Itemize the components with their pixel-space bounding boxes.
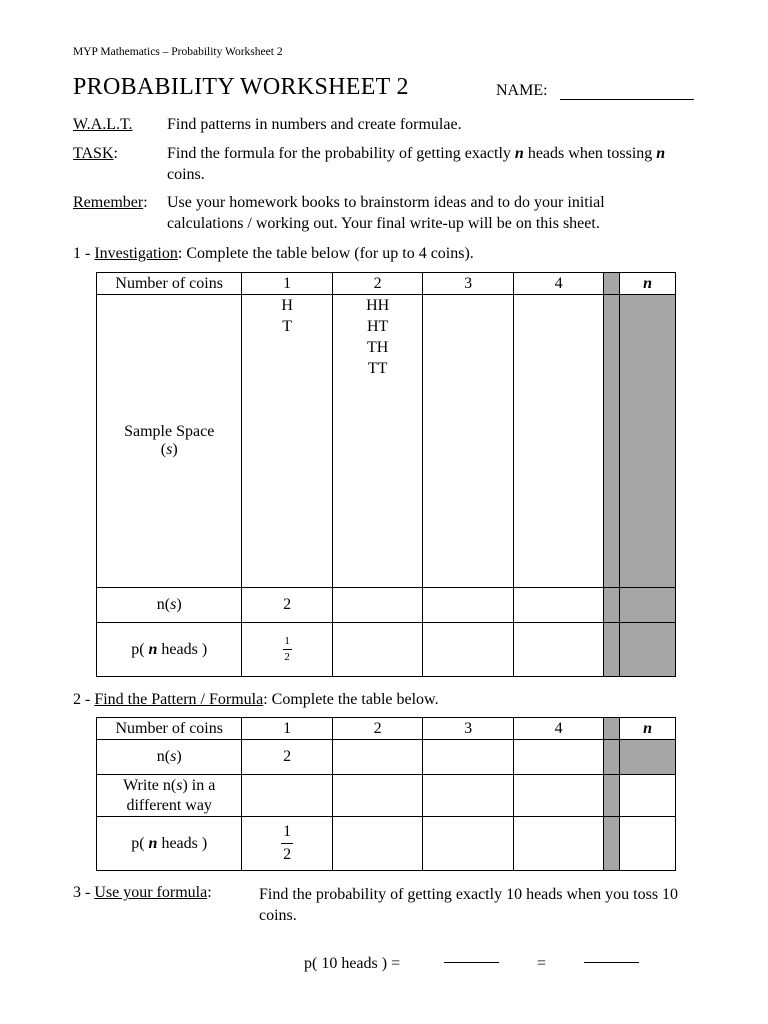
remember-text: Use your homework books to brainstorm ideas and to do your initial calculations / working out. Your final write-up will be on this sheet.	[167, 194, 605, 232]
sample-col4[interactable]	[513, 295, 603, 588]
task-label: TASK	[73, 145, 114, 162]
walt-text: Find patterns in numbers and create formulae.	[167, 116, 462, 133]
section3-text: Find the probability of getting exactly 10 heads when you toss 10 coins.	[259, 886, 679, 924]
section2-heading: 2 - Find the Pattern / Formula: Complete the table below.	[73, 691, 439, 708]
p-heads-label: p( n heads )	[97, 623, 242, 677]
pattern-table: Number of coins 1 2 3 4 n n(s) 2 Write n(s) in a different way p( n heads ) $\frac{1}{2}$	[96, 717, 676, 871]
investigation-table: Number of coins 1 2 3 4 n Sample Space (s) H T HH HT TH TT n(s) 2 p( n heads ) $\frac{1}{2}$	[96, 272, 676, 677]
remember-label: Remember	[73, 194, 144, 211]
answer-blank-1[interactable]	[444, 962, 499, 963]
name-field-line[interactable]	[560, 99, 694, 100]
equals-sign: =	[537, 955, 547, 972]
name-label: NAME:	[496, 82, 548, 99]
p-heads-label-2: p( n heads )	[97, 817, 242, 871]
sample-space-label: Sample Space (s)	[97, 295, 242, 588]
page-title: PROBABILITY WORKSHEET 2	[73, 74, 409, 100]
ns-col1: 2	[242, 588, 332, 623]
header-cell: Number of coins	[97, 273, 242, 295]
answer-blank-2[interactable]	[584, 962, 639, 963]
shaded-divider	[604, 273, 620, 295]
write-ns-label: Write n(s) in a different way	[97, 775, 242, 817]
sample-col1: H T	[242, 295, 332, 588]
p-col1: $\frac{1}{2}$	[242, 623, 332, 677]
sample-coln	[620, 295, 676, 588]
walt-label: W.A.L.T.	[73, 116, 133, 133]
section3-heading: 3 - Use your formula:	[73, 884, 212, 901]
ns-label: n(s)	[97, 588, 242, 623]
header-subtitle: MYP Mathematics – Probability Worksheet 2	[73, 46, 283, 58]
final-answer-label: p( 10 heads ) =	[304, 955, 401, 972]
task-text: Find the formula for the probability of getting exactly n heads when tossing n coins.	[167, 145, 666, 183]
sample-col2: HH HT TH TT	[332, 295, 423, 588]
section1-heading: 1 - Investigation: Complete the table below (for up to 4 coins).	[73, 245, 474, 262]
sample-col3[interactable]	[423, 295, 513, 588]
ns-label-2: n(s)	[97, 740, 242, 775]
